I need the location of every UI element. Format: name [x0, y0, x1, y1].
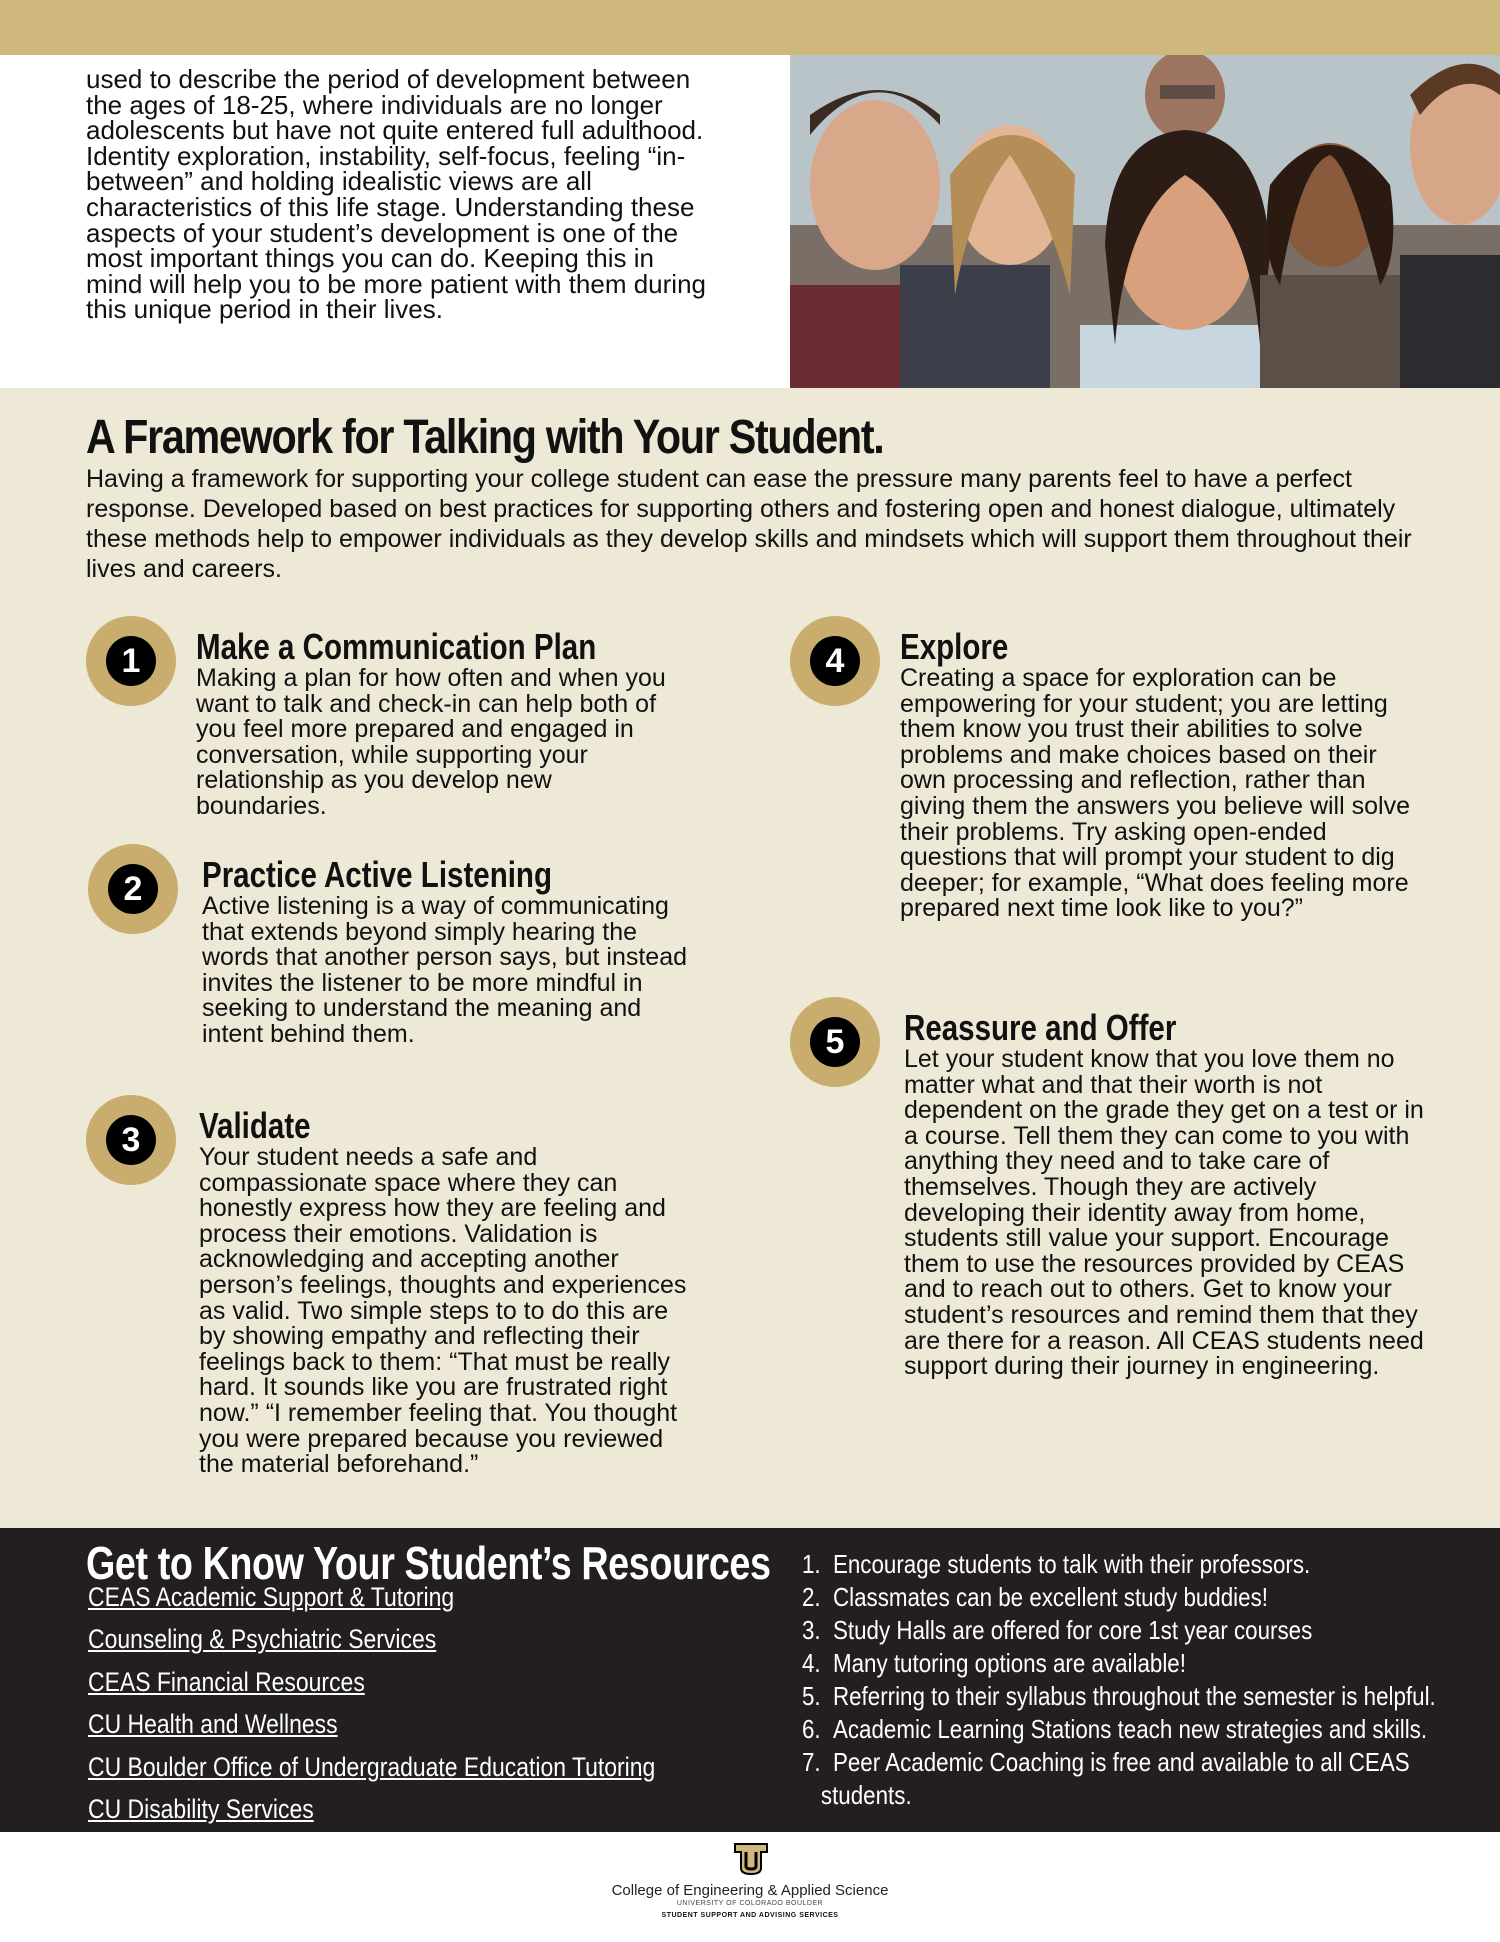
resources-section — [0, 1528, 1500, 1832]
resource-link-item — [88, 1752, 755, 1794]
step-number: 3 — [106, 1115, 156, 1165]
cu-logo-icon — [731, 1842, 771, 1876]
resources-title: Get to Know Your Student’s Resources — [86, 1537, 771, 1589]
step-body: Let your student know that you love them no matter what and that their worth is not dependent on the grade they get on a test or in a course. Tell them they can come to you with anything they need and to take care of themselves. Though they are actively developing their identity away from home, students still value your support. Encourage them to use the resources provided by CEAS and to reach out to others. Get to know your student’s resources and remind them that they are there for a reason. All CEAS students need support during their journey in engineering. — [904, 1045, 1424, 1381]
step-title: Practice Active Listening — [202, 854, 552, 895]
department-name: STUDENT SUPPORT AND ADVISING SERVICES — [661, 1912, 839, 1919]
step-body: Active listening is a way of communicating that extends beyond simply hearing the words that another person says, but instead invites the listener to be more mindful in seeking to understand the meaning and intent behind them. — [202, 892, 688, 1048]
resource-link-item — [88, 1624, 755, 1666]
footer — [0, 1832, 1500, 1942]
step-number-badge — [790, 997, 880, 1087]
disability-services-link[interactable]: CU Disability Services — [88, 1793, 314, 1824]
resource-link-item — [88, 1709, 755, 1751]
ceas-academic-support-link[interactable]: CEAS Academic Support & Tutoring — [88, 1582, 455, 1612]
students-group-photo — [790, 55, 1500, 388]
resource-links — [88, 1582, 755, 1836]
step-number-badge — [86, 616, 176, 706]
resource-tips-list — [802, 1548, 1492, 1812]
step-body: Your student needs a safe and compassionate space where they can honestly express how they are feeling and process their emotions. Validation is acknowledging and accepting another person’s feelings, thoughts and experiences as valid. Two simple steps to to do this are by showing empathy and reflecting their feelings back to them: “That must be really hard. It sounds like you are frustrated right now.” “I remember feeling that. You thought you were prepared because you reviewed the material beforehand.” — [199, 1143, 687, 1479]
resource-link-item — [88, 1667, 755, 1709]
framework-intro: Having a framework for supporting your college student can ease the pressure many parents feel to have a perfect response. Developed based on best practices for supporting others and fostering open and honest dialogue, ultimately these methods help to empower individuals as they develop skills and mindsets which will support them throughout their lives and careers. — [86, 465, 1412, 583]
students-photo-illustration — [790, 55, 1500, 388]
step-number: 4 — [810, 636, 860, 686]
framework-title: A Framework for Talking with Your Student. — [86, 411, 884, 464]
undergraduate-tutoring-link[interactable]: CU Boulder Office of Undergraduate Education Tutoring — [88, 1751, 656, 1782]
list-item-continuation: students. — [820, 1780, 912, 1810]
college-name: College of Engineering & Applied Science — [611, 1882, 889, 1899]
intro-section — [0, 55, 790, 388]
university-name: UNIVERSITY OF COLORADO BOULDER — [676, 1900, 824, 1907]
step-title: Validate — [199, 1105, 311, 1146]
resource-link-item — [88, 1794, 755, 1836]
list-item: 4. Many tutoring options are available! — [802, 1648, 1186, 1678]
step-title: Explore — [900, 626, 1009, 667]
framework-section — [0, 388, 1500, 1528]
list-item: 3. Study Halls are offered for core 1st year courses — [802, 1615, 1313, 1645]
step-body: Making a plan for how often and when you want to talk and check-in can help both of you feel more prepared and engaged in conversation, while supporting your relationship as you develop new boundaries. — [196, 664, 666, 820]
list-item: 7. Peer Academic Coaching is free and available to all CEAS — [802, 1747, 1410, 1777]
step-number: 5 — [810, 1017, 860, 1067]
step-title: Make a Communication Plan — [196, 626, 597, 667]
step-body: Creating a space for exploration can be empowering for your student; you are letting them know you trust their abilities to solve problems and make choices based on their own processing and reflection, rather than giving them the answers you believe will solve their problems. Try asking open-ended questions that will prompt your student to dig deeper; for example, “What does feeling more prepared next time look like to you?” — [900, 664, 1410, 923]
list-item: 2. Classmates can be excellent study buddies! — [802, 1582, 1268, 1612]
step-number: 2 — [108, 864, 158, 914]
step-title: Reassure and Offer — [904, 1007, 1177, 1048]
step-number: 1 — [106, 636, 156, 686]
intro-paragraph: used to describe the period of development between the ages of 18-25, where individuals are no longer adolescents but have not quite entered full adulthood. Identity exploration, instability, self-focus, feeling “in-between” and holding idealistic views are all characteristics of this life stage. Understanding these aspects of your student’s development is one of the most important things you can do. Keeping this in mind will help you to be more patient with them during this unique period in their lives. — [86, 64, 706, 325]
counseling-services-link[interactable]: Counseling & Psychiatric Services — [88, 1624, 437, 1655]
list-item: 1. Encourage students to talk with their professors. — [802, 1549, 1311, 1579]
resource-link-item — [88, 1582, 755, 1624]
cu-health-wellness-link[interactable]: CU Health and Wellness — [88, 1709, 338, 1740]
list-item: 5. Referring to their syllabus throughout the semester is helpful. — [802, 1681, 1436, 1711]
list-item: 6. Academic Learning Stations teach new strategies and skills. — [802, 1714, 1428, 1744]
step-number-badge — [790, 616, 880, 706]
top-gold-bar — [0, 0, 1500, 55]
step-number-badge — [86, 1095, 176, 1185]
step-number-badge — [88, 844, 178, 934]
ceas-financial-resources-link[interactable]: CEAS Financial Resources — [88, 1666, 365, 1697]
